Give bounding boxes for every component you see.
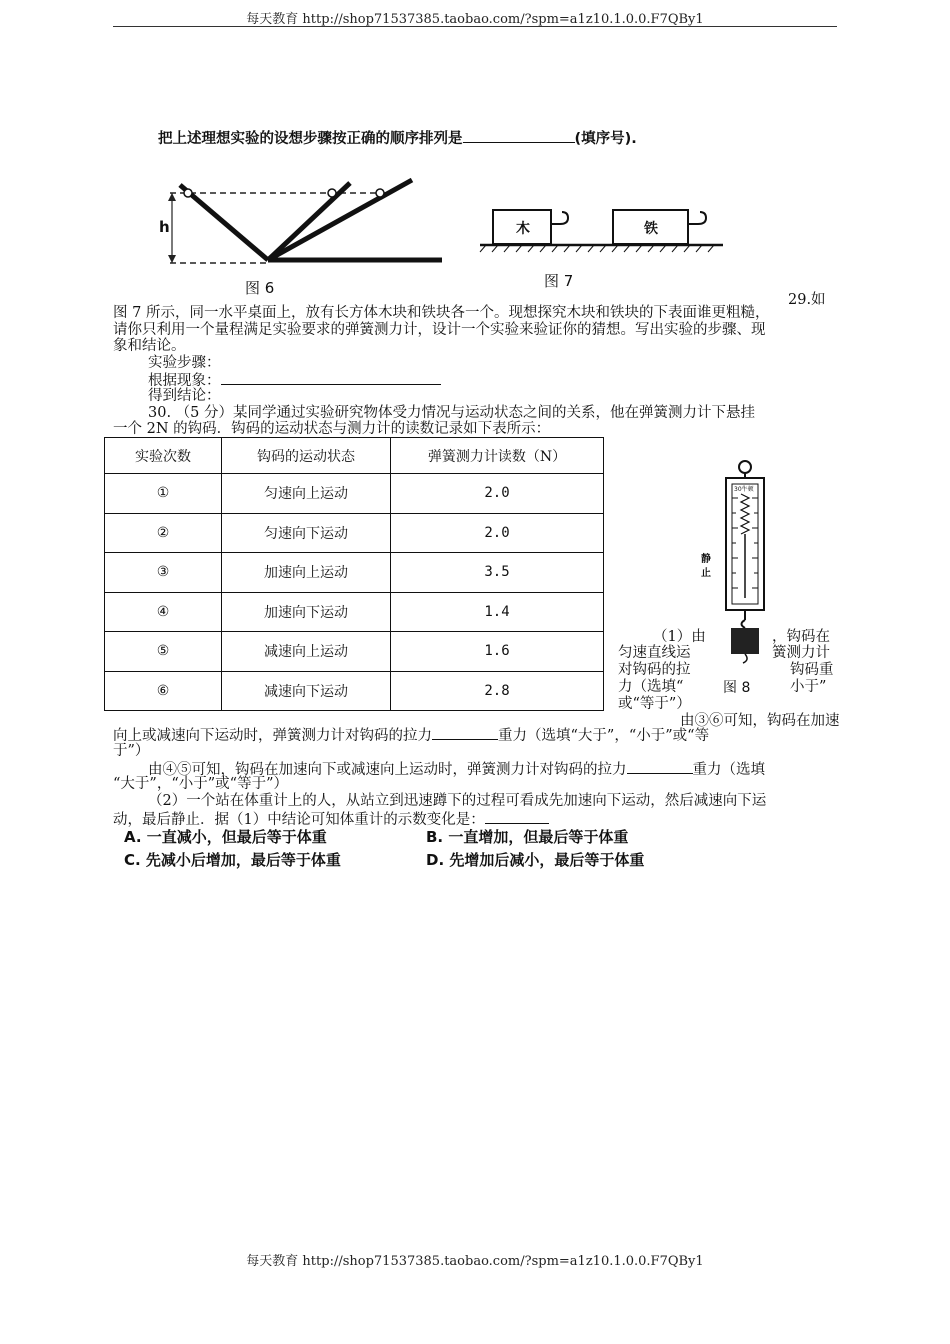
table-row (105, 632, 604, 672)
q30-line-1: 30. （5 分）某同学通过实验研究物体受力情况与运动状态之间的关系，他在弹簧测力计下悬挂 (148, 405, 755, 421)
table-cell: 2.8 (391, 671, 604, 711)
q29-phenomenon-label: 根据现象： (148, 373, 221, 389)
table-cell: 匀速向下运动 (222, 513, 391, 553)
table-header-cell: 实验次数 (105, 438, 222, 474)
q30-p1-tail: 由③⑥可知，钩码在加速 (680, 713, 840, 729)
q30-p4-line-1: （2）一个站在体重计上的人，从站立到迅速蹲下的过程可看成先加速向下运动，然后减速向下运 (148, 793, 767, 809)
q30-side-3a: 对钩码的拉 (618, 662, 691, 678)
fig6-caption: 图 6 (245, 279, 275, 297)
choice-c[interactable]: C. 先减小后增加，最后等于体重 (124, 851, 341, 869)
q30-p2-line-2: 于”） (113, 743, 150, 759)
page-footer: 每天教育 http://shop71537385.taobao.com/?spm=a1z10.1.0.0.F7QBy1 (246, 1254, 704, 1269)
q29-steps-label: 实验步骤： (148, 355, 221, 371)
table-cell: 1.6 (391, 632, 604, 672)
table-row (105, 671, 604, 711)
q30-p4-blank[interactable] (485, 810, 549, 824)
table-cell: 减速向下运动 (222, 671, 391, 711)
table-header-row (105, 438, 604, 474)
table-cell: ③ (105, 553, 222, 593)
q28-suffix: (填序号). (574, 131, 637, 147)
q28-prefix: 把上述理想实验的设想步骤按正确的顺序排列是 (158, 131, 463, 147)
fig7-iron-label: 铁 (644, 221, 658, 237)
figure-7 (478, 200, 728, 295)
q30-p3-text-b: 重力（选填 (692, 762, 765, 778)
table-header-cell: 弹簧测力计读数（N） (391, 438, 604, 474)
fig7-caption: 图 7 (544, 272, 574, 290)
q30-side-4b: 小于” (790, 679, 827, 695)
q30-line-2: 一个 2N 的钩码．钩码的运动状态与测力计的读数记录如下表所示： (113, 421, 551, 437)
fig6-left-slope (180, 185, 268, 260)
fig6-ball-right (376, 189, 384, 197)
q30-p2-blank[interactable] (432, 726, 498, 740)
table-cell: 减速向上运动 (222, 632, 391, 672)
fig8-scale-top-label: 30牛顿 (734, 486, 754, 493)
q30-side-2a: 匀速直线运 (618, 645, 691, 661)
q28-answer-blank[interactable] (463, 129, 575, 143)
q30-data-table (104, 437, 604, 711)
table-header-cell: 钩码的运动状态 (222, 438, 391, 474)
fig7-iron-hook (688, 212, 706, 224)
table-cell: ④ (105, 592, 222, 632)
q29-line-1: 图 7 所示，同一水平桌面上，放有长方体木块和铁块各一个。现想探究木块和铁块的下表面谁更粗糙， (113, 305, 770, 321)
table-cell: 加速向上运动 (222, 553, 391, 593)
fig8-caption: 图 8 (723, 680, 751, 696)
q30-side-2b: 簧测力计 (772, 645, 830, 661)
figure-6 (150, 175, 450, 300)
q29-number: 29.如 (788, 292, 826, 308)
fig6-h-arrow-bottom (168, 255, 176, 263)
fig8-side-label-1: 静 (701, 554, 711, 565)
table-cell: 2.0 (391, 474, 604, 514)
table-row (105, 592, 604, 632)
table-cell: ⑥ (105, 671, 222, 711)
choice-b[interactable]: B. 一直增加，但最后等于体重 (426, 828, 629, 846)
header-rule (113, 26, 837, 27)
q30-p3-blank[interactable] (627, 760, 693, 774)
table-cell: 3.5 (391, 553, 604, 593)
q30-p3-line-2: “大于”，“小于”或“等于”） (113, 776, 288, 792)
q30-p3-text-a: 由④⑤可知，钩码在加速向下或减速向上运动时，弹簧测力计对钩码的拉力 (148, 762, 627, 778)
fig8-weight (731, 628, 759, 654)
q29-line-2: 请你只利用一个量程满足实验要求的弹簧测力计，设计一个实验来验证你的猜想。写出实验的步骤、现 (113, 322, 766, 338)
table-cell: 1.4 (391, 592, 604, 632)
q28-order-line (158, 127, 637, 148)
figure-8 (698, 458, 788, 698)
fig6-ball-start (184, 189, 192, 197)
q30-side-1b: ，钩码在 (772, 629, 830, 645)
q29-line-3: 象和结论。 (113, 338, 186, 354)
q30-p2-text-b: 重力（选填“大于”，“小于”或“等 (498, 728, 710, 744)
q30-side-5: 或“等于”） (618, 696, 691, 712)
fig7-wood-hook (551, 212, 568, 224)
fig8-side-label-2: 止 (701, 568, 711, 579)
table-row (105, 553, 604, 593)
fig6-h-arrow-top (168, 193, 176, 201)
q30-side-4a: 力（选填“ (618, 679, 684, 695)
table-cell: 加速向下运动 (222, 592, 391, 632)
q29-conclusion-label: 得到结论： (148, 388, 221, 404)
table-cell: 匀速向上运动 (222, 474, 391, 514)
q30-side-3b: 钩码重 (790, 662, 834, 678)
fig8-hook (742, 620, 746, 628)
table-cell: 2.0 (391, 513, 604, 553)
q30-side-1a: （1）由 (653, 629, 706, 645)
fig7-wood-label: 木 (516, 221, 530, 237)
fig6-h-label: h (159, 218, 170, 236)
choice-a[interactable]: A. 一直减小，但最后等于体重 (124, 828, 327, 846)
table-row (105, 474, 604, 514)
table-cell: ① (105, 474, 222, 514)
q29-phenomenon-blank[interactable] (221, 371, 441, 385)
fig8-top-ring (739, 461, 751, 473)
page-header: 每天教育 http://shop71537385.taobao.com/?spm=a1z10.1.0.0.F7QBy1 (246, 12, 704, 27)
q30-p2-text-a: 向上或减速向下运动时，弹簧测力计对钩码的拉力 (113, 728, 432, 744)
table-cell: ⑤ (105, 632, 222, 672)
table-row (105, 513, 604, 553)
fig6-ball-middle (328, 189, 336, 197)
choice-d[interactable]: D. 先增加后减小，最后等于体重 (426, 851, 645, 869)
table-cell: ② (105, 513, 222, 553)
q30-p4-text: 动，最后静止．据（1）中结论可知体重计的示数变化是： (113, 812, 485, 828)
